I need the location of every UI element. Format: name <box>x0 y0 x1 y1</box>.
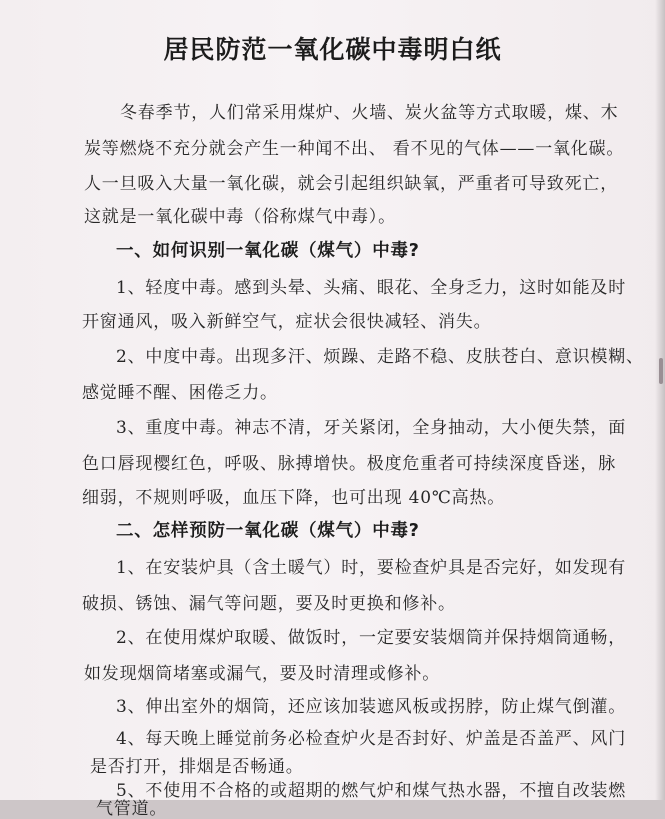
section2-heading: 二、怎样预防一氧化碳（煤气）中毒? <box>116 521 420 541</box>
intro-line: 冬春季节，人们常采用煤炉、火墙、炭火盆等方式取暖，煤、木 <box>120 103 619 123</box>
section1-item-line: 感觉睡不醒、困倦乏力。 <box>82 383 278 403</box>
section2-item-line: 破损、锈蚀、漏气等问题，要及时更换和修补。 <box>82 594 456 614</box>
section2-item-line: 是否打开，排烟是否畅通。 <box>90 757 304 777</box>
paper-edge-shadow <box>655 0 665 800</box>
intro-line: 这就是一氧化碳中毒（俗称煤气中毒）。 <box>84 207 396 227</box>
section1-item-line: 2、中度中毒。出现多汗、烦躁、走路不稳、皮肤苍白、意识模糊、 <box>116 347 644 367</box>
section2-item-line: 2、在使用煤炉取暖、做饭时，一定要安装烟筒并保持烟筒通畅， <box>116 628 627 648</box>
section2-item-line: 如发现烟筒堵塞或漏气，要及时清理或修补。 <box>84 664 440 684</box>
section2-item-line: 气管道。 <box>96 799 168 819</box>
intro-line: 炭等燃烧不充分就会产生一种闻不出、 看不见的气体——一氧化碳。 <box>84 139 625 159</box>
paper-side-mark <box>659 358 663 384</box>
section1-item-line: 色口唇现樱红色，呼吸、脉搏增快。极度危重者可持续深度昏迷，脉 <box>82 454 616 474</box>
section2-item-line: 4、每天晚上睡觉前务必检查炉火是否封好、炉盖是否盖严、风门 <box>116 729 627 749</box>
intro-line: 人一旦吸入大量一氧化碳，就会引起组织缺氧，严重者可导致死亡， <box>84 174 618 194</box>
section1-item-line: 细弱，不规则呼吸，血压下降，也可出现 40℃高热。 <box>82 488 506 508</box>
section2-item-line: 1、在安装炉具（含土暖气）时，要检查炉具是否完好，如发现有 <box>116 558 627 578</box>
section1-item-line: 1、轻度中毒。感到头晕、头痛、眼花、全身乏力，这时如能及时 <box>116 278 627 298</box>
section1-item-line: 3、重度中毒。神志不清，牙关紧闭，全身抽动，大小便失禁，面 <box>116 418 627 438</box>
section1-item-line: 开窗通风，吸入新鲜空气，症状会很快减轻、消失。 <box>82 312 492 332</box>
section2-item-line: 5、不使用不合格的或超期的燃气炉和煤气热水器，不擅自改装燃 <box>116 781 627 801</box>
section1-heading: 一、如何识别一氧化碳（煤气）中毒? <box>116 241 420 261</box>
section2-item-line: 3、伸出室外的烟筒，还应该加装遮风板或拐脖，防止煤气倒灌。 <box>116 697 627 717</box>
document-title: 居民防范一氧化碳中毒明白纸 <box>163 35 502 64</box>
